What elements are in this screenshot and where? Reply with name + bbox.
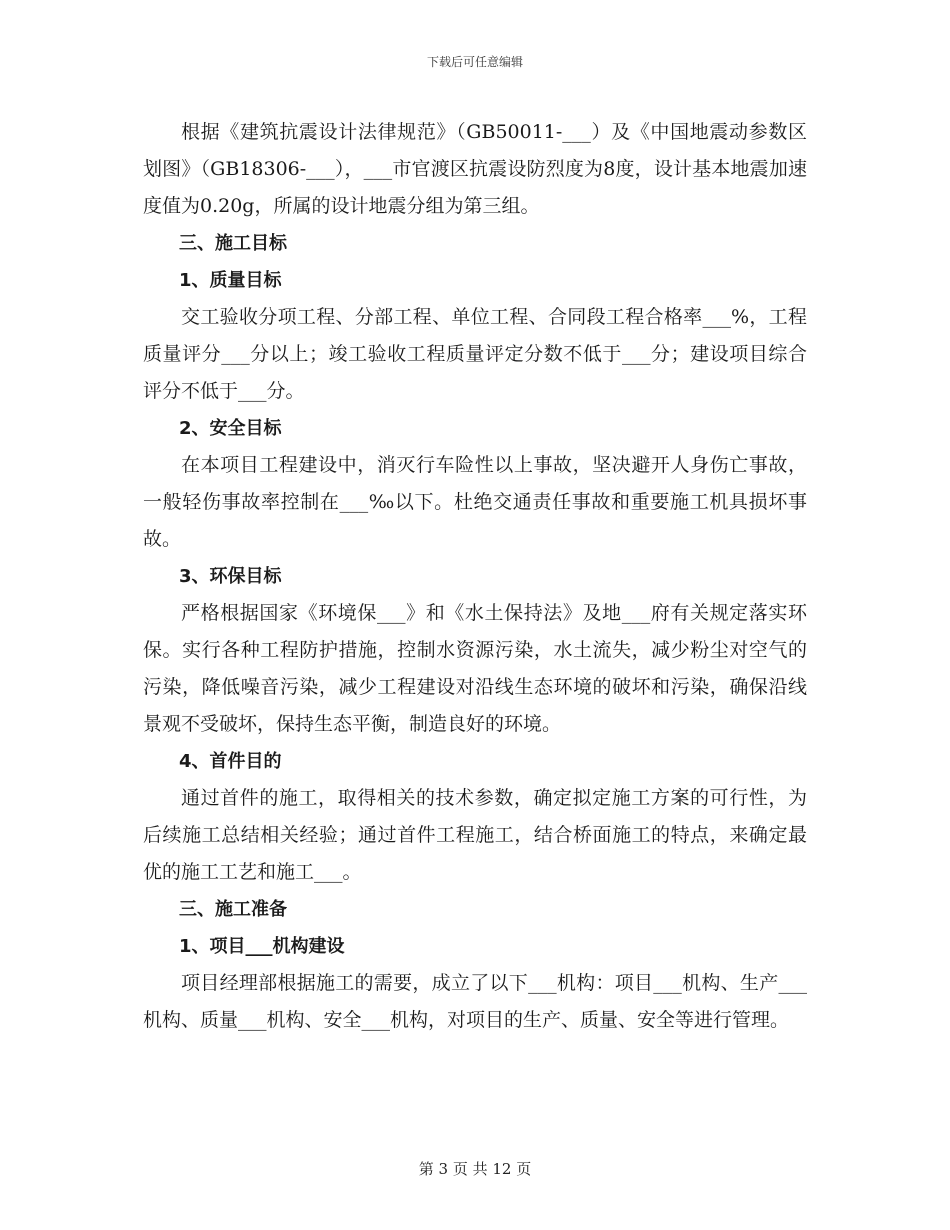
subheading-environment: 3、环保目标 [179, 566, 282, 587]
subheading-quality: 1、质量目标 [179, 270, 282, 291]
environment-paragraph: 严格根据国家《环境保___》和《水土保持法》及地___府有关规定落实环保。实行各种工程防护措施，控制水资源污染，水土流失，减少粉尘对空气的污染，降低噪音污染，减少工程建设对沿线生态环境的破坏和污染，确保沿线景观不受破坏，保持生态平衡，制造良好的环境。 [143, 602, 807, 735]
section-heading-preparation: 三、施工准备 [179, 899, 287, 920]
page-number-footer: 第 3 页 共 12 页 [418, 1160, 532, 1178]
safety-paragraph: 在本项目工程建设中，消灭行车险性以上事故，坚决避开人身伤亡事故，一般轻伤事故率控制在___‰以下。杜绝交通责任事故和重要施工机具损坏事故。 [143, 454, 807, 550]
subheading-first-piece: 4、首件目的 [179, 751, 282, 772]
subheading-safety: 2、安全目标 [179, 418, 282, 439]
organization-paragraph: 项目经理部根据施工的需要，成立了以下___机构：项目___机构、生产___机构、质量___机构、安全___机构，对项目的生产、质量、安全等进行管理。 [143, 972, 807, 1031]
seismic-paragraph: 根据《建筑抗震设计法律规范》（GB50011-___）及《中国地震动参数区划图》（GB18306-___），___市官渡区抗震设防烈度为8度，设计基本地震加速度值为0.20g，所属的设计地震分组为第三组。 [143, 121, 807, 217]
document-body [143, 114, 807, 1039]
first-piece-paragraph: 通过首件的施工，取得相关的技术参数，确定拟定施工方案的可行性，为后续施工总结相关经验；通过首件工程施工，结合桥面施工的特点，来确定最优的施工工艺和施工___。 [143, 787, 807, 883]
quality-paragraph: 交工验收分项工程、分部工程、单位工程、合同段工程合格率___%，工程质量评分___分以上；竣工验收工程质量评定分数不低于___分；建设项目综合评分不低于___分。 [143, 306, 807, 402]
subheading-organization: 1、项目___机构建设 [179, 936, 345, 957]
section-heading-goals: 三、施工目标 [179, 233, 287, 254]
page-header: 下载后可任意编辑 [426, 55, 523, 69]
